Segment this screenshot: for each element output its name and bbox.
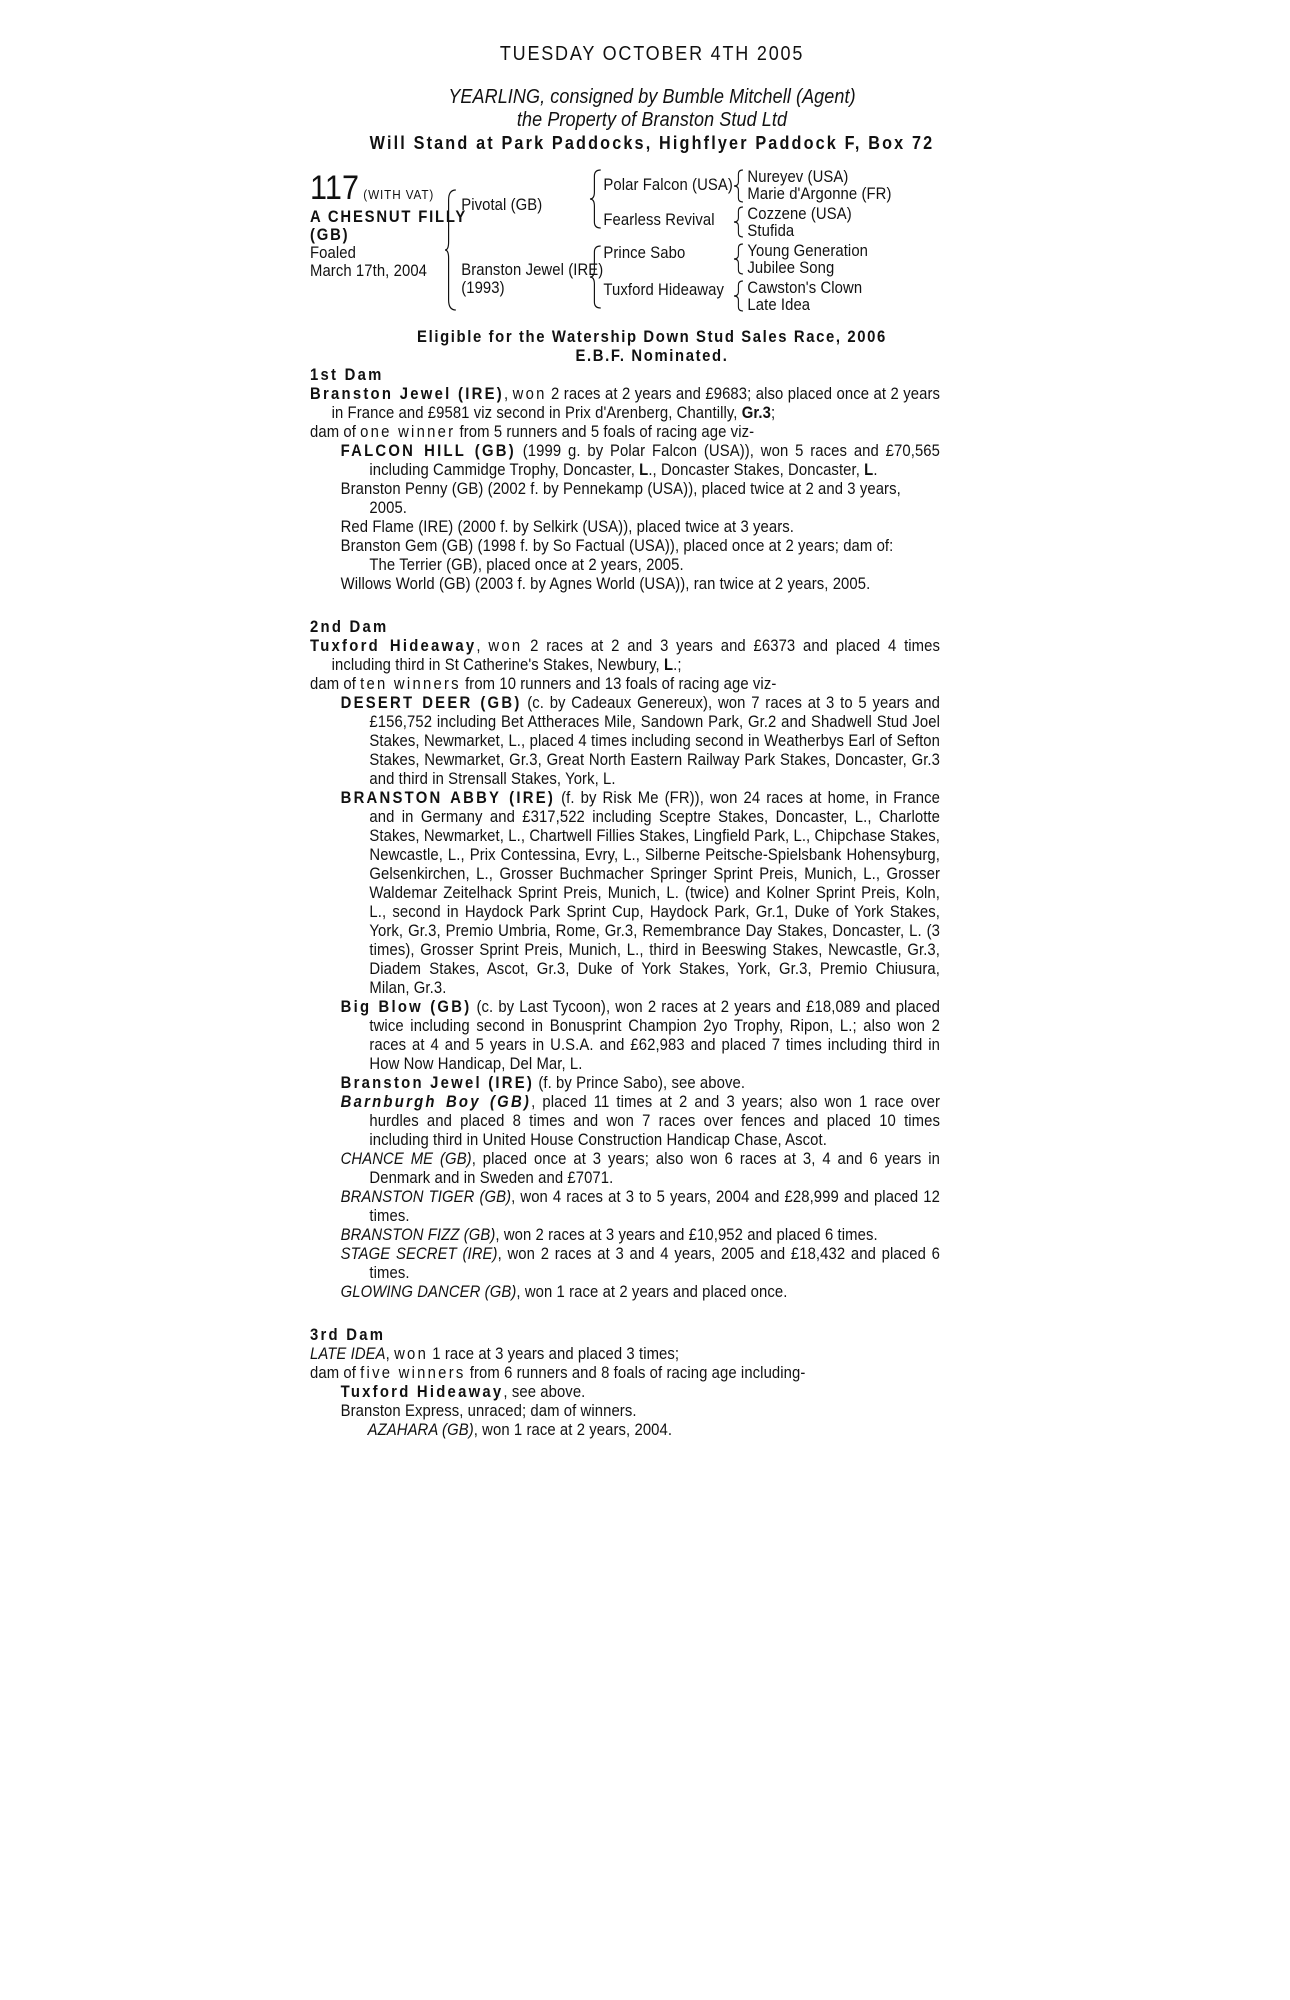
consignment-line: YEARLING, consigned by Bumble Mitchell (Agent) bbox=[448, 86, 856, 108]
produce-branston-abby bbox=[310, 789, 940, 998]
damof-text: dam of bbox=[310, 1364, 361, 1382]
produce-branston-fizz bbox=[310, 1226, 940, 1245]
produce-azahara bbox=[310, 1421, 940, 1440]
second-dam-produce-summary bbox=[310, 675, 940, 694]
second-dam-intro: 2 races at 2 and 3 years and £6373 and placed 4 times including third in St Catherine's Stakes, Newbury, bbox=[331, 637, 941, 674]
dam: Branston Jewel (IRE) bbox=[461, 261, 604, 279]
horse-record: (c. by Last Tycoon), won 2 races at 2 years and £18,089 and placed twice including second in Bonusprint Champion 2yo Trophy, Ripon, L.; also won 2 races at 4 and 5 years in U.S.A. and £62,983 and placed 7 times including third in How Now Handicap, Del Mar, L. bbox=[369, 998, 940, 1073]
horse-foal: The Terrier (GB), placed once at 2 years, 2005. bbox=[369, 556, 684, 574]
vat-note: (WITH VAT) bbox=[363, 187, 435, 202]
produce-branston-jewel bbox=[310, 1074, 940, 1093]
sire-sire: Polar Falcon (USA) bbox=[603, 176, 733, 194]
listed-label: L bbox=[864, 461, 874, 479]
winners-count: ten winners bbox=[360, 675, 461, 693]
horse-record: , won 2 races at 3 years and £10,952 and placed 6 times. bbox=[495, 1226, 878, 1244]
sire-brace bbox=[590, 168, 603, 230]
dam-dam: Tuxford Hideaway bbox=[603, 281, 724, 299]
produce-big-blow bbox=[310, 998, 940, 1074]
first-dam-heading: 1st Dam bbox=[310, 366, 384, 384]
sd-brace bbox=[734, 205, 745, 239]
lot-origin: (GB) bbox=[310, 226, 350, 244]
punct: ; bbox=[771, 404, 776, 422]
listed-label: L bbox=[663, 656, 674, 674]
horse-name: Big Blow (GB) bbox=[340, 998, 472, 1016]
gg-3: Cozzene (USA) bbox=[747, 205, 852, 223]
horse-record: , placed once at 3 years; also won 6 races at 3, 4 and 6 years in Denmark and in Sweden and £7071. bbox=[369, 1150, 941, 1187]
horse-record: Branston Gem (GB) (1998 f. by So Factual (USA)), placed once at 2 years; dam of: bbox=[340, 537, 894, 555]
produce-red-flame: Red Flame (IRE) (2000 f. by Selkirk (USA)), placed twice at 3 years. bbox=[340, 518, 795, 536]
horse-record: , won 4 races at 3 to 5 years, 2004 and £28,999 and placed 12 times. bbox=[369, 1188, 940, 1225]
horse-name: CHANCE ME (GB) bbox=[340, 1150, 472, 1168]
gg-4: Stufida bbox=[747, 222, 795, 240]
horse-name: STAGE SECRET (IRE) bbox=[340, 1245, 498, 1263]
horse-name: DESERT DEER (GB) bbox=[340, 694, 522, 712]
lot-number-block bbox=[310, 170, 434, 206]
horse-name: BRANSTON TIGER (GB) bbox=[340, 1188, 512, 1206]
produce-tuxford-hideaway bbox=[310, 1383, 940, 1402]
horse-name: BRANSTON FIZZ (GB) bbox=[340, 1226, 496, 1244]
third-dam-heading: 3rd Dam bbox=[310, 1326, 386, 1344]
first-dam-name: Branston Jewel (IRE) bbox=[310, 385, 504, 403]
first-dam-record: Branston Jewel (IRE), won 2 races at 2 years and £9683; also placed once at 2 years in France and £9581 viz second in Prix d'Arenberg, Chantilly, Gr.3; bbox=[310, 385, 941, 422]
listed-label: L bbox=[639, 461, 649, 479]
damof-text: dam of bbox=[310, 423, 361, 441]
damof-end: from 6 runners and 8 foals of racing age including- bbox=[465, 1364, 806, 1382]
gg-2: Marie d'Argonne (FR) bbox=[747, 185, 892, 203]
horse-name: Barnburgh Boy (GB) bbox=[340, 1093, 532, 1111]
sale-date: TUESDAY OCTOBER 4TH 2005 bbox=[499, 43, 805, 65]
horse-record: (1999 g. by Polar Falcon (USA)), won 5 races and £70,565 including Cammidge Trophy, Doncaster, bbox=[369, 442, 940, 479]
third-dam-name: LATE IDEA bbox=[310, 1345, 386, 1363]
second-dam-heading: 2nd Dam bbox=[310, 618, 389, 636]
gg-8: Late Idea bbox=[747, 296, 811, 314]
horse-record: (f. by Prince Sabo), see above. bbox=[534, 1074, 746, 1092]
spacer bbox=[310, 1302, 940, 1326]
horse-name: AZAHARA (GB) bbox=[367, 1421, 474, 1439]
horse-name: GLOWING DANCER (GB) bbox=[340, 1283, 517, 1301]
horse-name: BRANSTON ABBY (IRE) bbox=[340, 789, 556, 807]
gg-6: Jubilee Song bbox=[747, 259, 835, 277]
horse-record: , won 1 race at 2 years and placed once. bbox=[516, 1283, 788, 1301]
won-word: won bbox=[488, 637, 523, 655]
catalogue-page bbox=[310, 45, 940, 1440]
foaled-label: Foaled bbox=[310, 244, 356, 262]
gg-1: Nureyev (USA) bbox=[747, 168, 849, 186]
gg-7: Cawston's Clown bbox=[747, 279, 863, 297]
main-brace bbox=[445, 188, 458, 312]
sire-dam: Fearless Revival bbox=[603, 211, 715, 229]
punct: . bbox=[873, 461, 878, 479]
second-dam-record: Tuxford Hideaway, won 2 races at 2 and 3 years and £6373 and placed 4 times including third in St Catherine's Stakes, Newbury, L.; bbox=[310, 637, 941, 674]
dam-sire: Prince Sabo bbox=[603, 244, 686, 262]
first-dam-produce-summary bbox=[310, 423, 940, 442]
won-word: won bbox=[394, 1345, 429, 1363]
third-dam-produce-summary bbox=[310, 1364, 940, 1383]
ds-brace bbox=[734, 242, 745, 276]
sire: Pivotal (GB) bbox=[461, 196, 543, 214]
horse-name: FALCON HILL (GB) bbox=[340, 442, 516, 460]
horse-name: Tuxford Hideaway bbox=[340, 1383, 504, 1401]
produce-branston-gem bbox=[310, 537, 940, 575]
winners-count: one winner bbox=[360, 423, 456, 441]
third-dam-record: LATE IDEA, won 1 race at 3 years and placed 3 times; bbox=[310, 1345, 680, 1363]
second-dam-name: Tuxford Hideaway bbox=[310, 637, 477, 655]
group-label: Gr.3 bbox=[741, 404, 772, 422]
horse-record: , see above. bbox=[503, 1383, 586, 1401]
stand-location: Will Stand at Park Paddocks, Highflyer Paddock F, Box 72 bbox=[369, 133, 935, 153]
horse-record: , placed 11 times at 2 and 3 years; also won 1 race over hurdles and placed 8 times and won 7 races over fences and placed 10 times including third in United House Construction Handicap Chase, Ascot. bbox=[369, 1093, 940, 1149]
produce-willows-world: Willows World (GB) (2003 f. by Agnes World (USA)), ran twice at 2 years, 2005. bbox=[340, 575, 871, 593]
foaled-date: March 17th, 2004 bbox=[310, 262, 428, 280]
produce-glowing-dancer bbox=[310, 1283, 940, 1302]
horse-record: (f. by Risk Me (FR)), won 24 races at home, in France and in Germany and £317,522 including Sceptre Stakes, Doncaster, L., Charlotte Stakes, Newmarket, L., Chartwell Fillies Stakes, Lingfield Park, L., Chipchase Stakes, Newcastle, L., Prix Contessina, Evry, L., Silberne Peitsche-Spielsbank Hohensyburg, Gelsenkirchen, L., Grosser Buchmacher Springer Sprint Preis, Munich, L., Grosser Waldemar Zeitelhack Sprint Preis, Munich, L. (twice) and Kolner Sprint Preis, Koln, L., second in Haydock Park Sprint Cup, Haydock Park, Gr.1, Duke of York Stakes, York, Gr.3, Premio Umbria, Rome, Gr.3, Remembrance Day Stakes, Doncaster, L. (3 times), Grosser Sprint Preis, Munich, L., third in Beeswing Stakes, Newcastle, Gr.3, Diadem Stakes, Ascot, Gr.3, Duke of York Stakes, York, Gr.3, Premio Chiusura, Milan, Gr.3. bbox=[369, 789, 940, 997]
horse-record: , won 1 race at 2 years, 2004. bbox=[473, 1421, 673, 1439]
damof-text: dam of bbox=[310, 675, 361, 693]
won-word: won bbox=[512, 385, 547, 403]
damof-end: from 10 runners and 13 foals of racing age viz- bbox=[460, 675, 777, 693]
horse-record: (c. by Cadeaux Genereux), won 7 races at 3 to 5 years and £156,752 including Bet Attheraces Mile, Sandown Park, Gr.2 and Shadwell Stud Joel Stakes, Newmarket, L., placed 4 times including second in Weatherbys Earl of Sefton Stakes, Newmarket, Gr.3, Great North Eastern Railway Park Stakes, Doncaster, Gr.3 and third in Strensall Stakes, York, L. bbox=[369, 694, 940, 788]
eligibility-line: Eligible for the Watership Down Stud Sales Race, 2006 bbox=[417, 328, 887, 346]
third-dam-intro: 1 race at 3 years and placed 3 times; bbox=[428, 1345, 680, 1363]
produce-falcon-hill bbox=[310, 442, 940, 480]
ebf-line: E.B.F. Nominated. bbox=[575, 347, 729, 365]
spacer bbox=[310, 594, 940, 618]
ss-brace bbox=[734, 168, 745, 204]
produce-branston-penny: Branston Penny (GB) (2002 f. by Pennekamp (USA)), placed twice at 2 and 3 years, 2005. bbox=[340, 480, 901, 517]
dam-year: (1993) bbox=[461, 279, 505, 297]
punct: .; bbox=[673, 656, 682, 674]
first-dam-intro: 2 races at 2 years and £9683; also placed once at 2 years in France and £9581 viz second in Prix d'Arenberg, Chantilly, bbox=[331, 385, 941, 422]
lot-description: A CHESNUT FILLY bbox=[310, 208, 468, 226]
gg-5: Young Generation bbox=[747, 242, 869, 260]
pedigree-table bbox=[310, 168, 940, 328]
property-line: the Property of Branston Stud Ltd bbox=[516, 109, 788, 131]
produce-stage-secret bbox=[310, 1245, 940, 1283]
winners-count: five winners bbox=[360, 1364, 466, 1382]
produce-chance-me bbox=[310, 1150, 940, 1188]
horse-record-cont: ., Doncaster Stakes, Doncaster, bbox=[648, 461, 865, 479]
lot-number: 117 bbox=[310, 169, 360, 207]
produce-branston-express: Branston Express, unraced; dam of winners. bbox=[340, 1402, 637, 1420]
produce-barnburgh-boy bbox=[310, 1093, 940, 1150]
dam-brace bbox=[590, 244, 603, 310]
horse-record: , won 2 races at 3 and 4 years, 2005 and £18,432 and placed 6 times. bbox=[369, 1245, 940, 1282]
horse-name: Branston Jewel (IRE) bbox=[340, 1074, 535, 1092]
produce-desert-deer bbox=[310, 694, 940, 789]
produce-branston-tiger bbox=[310, 1188, 940, 1226]
dd-brace bbox=[734, 279, 745, 313]
damof-end: from 5 runners and 5 foals of racing age viz- bbox=[455, 423, 755, 441]
